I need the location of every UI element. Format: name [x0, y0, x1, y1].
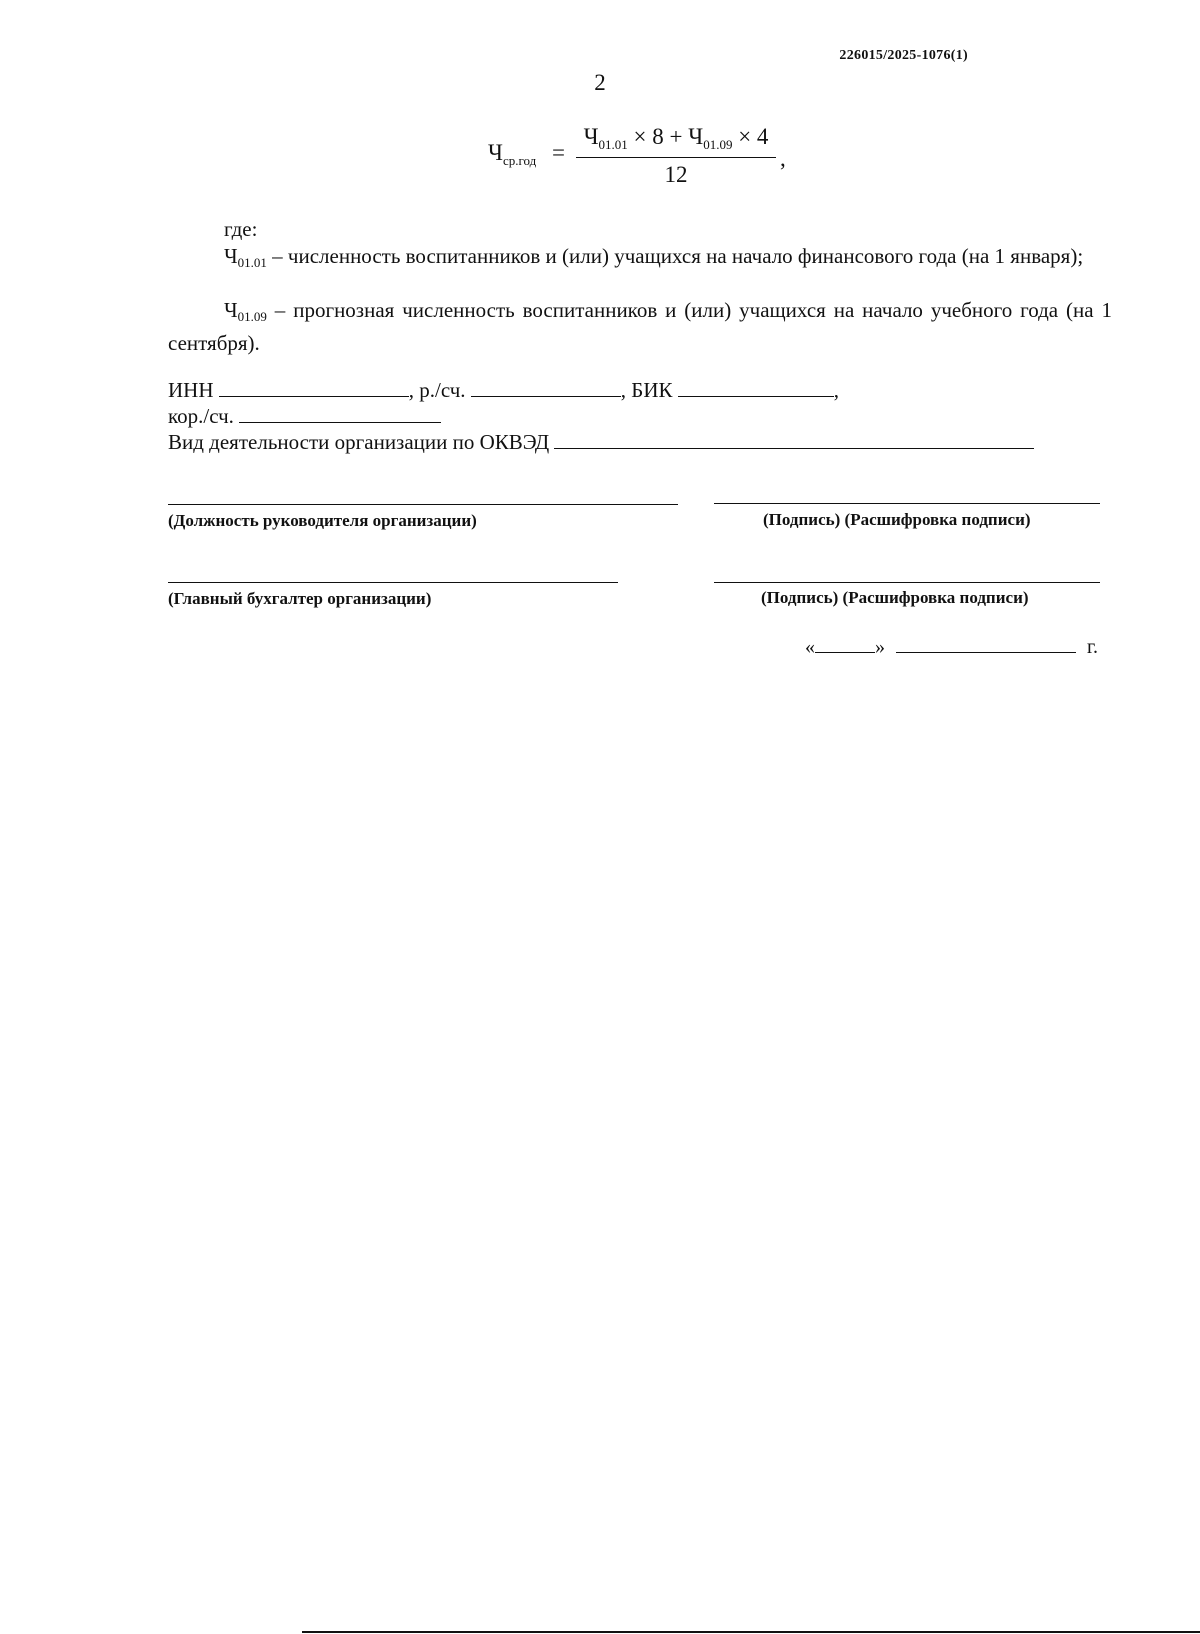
- where-label: где:: [224, 217, 258, 241]
- page-number: 2: [594, 70, 606, 95]
- year-suffix: г.: [1087, 636, 1098, 658]
- corr-account-row: [168, 404, 441, 429]
- accountant-signature-line[interactable]: [714, 582, 1100, 583]
- date-close-quote: »: [875, 636, 885, 658]
- date-month-year-field[interactable]: [896, 638, 1076, 653]
- end-comma: ,: [833, 378, 840, 402]
- accountant-signature-caption: (Подпись) (Расшифровка подписи): [761, 588, 1029, 607]
- corr-account-field[interactable]: [239, 406, 441, 423]
- account-field[interactable]: [471, 380, 621, 397]
- head-signature-caption: (Подпись) (Расшифровка подписи): [763, 510, 1031, 529]
- accountant-caption: (Главный бухгалтер организации): [168, 589, 432, 608]
- date-line: [805, 636, 1098, 659]
- okved-field[interactable]: [554, 432, 1034, 449]
- head-position-line[interactable]: [168, 504, 678, 505]
- formula-denominator: 12: [664, 162, 688, 187]
- okved-row: [168, 430, 1034, 455]
- document-number: 226015/2025-1076(1): [839, 48, 968, 63]
- date-day-field[interactable]: [815, 638, 875, 653]
- date-open-quote: «: [805, 636, 815, 658]
- account-label: , р./сч.: [408, 378, 466, 402]
- bik-label: , БИК: [620, 378, 673, 402]
- formula-equals: =: [552, 140, 565, 165]
- scan-edge-line: [302, 1631, 1200, 1633]
- formula-comma: ,: [780, 146, 786, 171]
- head-position-caption: (Должность руководителя организации): [168, 511, 477, 530]
- requisites-row: [168, 378, 839, 403]
- accountant-position-line[interactable]: [168, 582, 618, 583]
- formula-fraction: [576, 124, 776, 188]
- definition-01-09: $Ч_{01.09}$ – прогнозная численность воспитанников и (или) учащихся на начало учебного года (на 1 сентября).: [168, 298, 1112, 355]
- formula-numerator: $Ч_{01.01} \times 8 + Ч_{01.09} \times 4$: [576, 124, 776, 158]
- definition-01-01: $Ч_{01.01}$ – численность воспитанников и (или) учащихся на начало финансового года (на 1 января);: [224, 244, 1084, 270]
- bik-field[interactable]: [678, 380, 834, 397]
- okved-label: Вид деятельности организации по ОКВЭД: [168, 430, 550, 454]
- head-signature-line[interactable]: [714, 503, 1100, 504]
- formula-lhs: $Ч_{ср.год}$: [488, 140, 537, 168]
- inn-label: ИНН: [168, 378, 214, 402]
- corr-account-label: кор./сч.: [168, 404, 234, 428]
- inn-field[interactable]: [219, 380, 409, 397]
